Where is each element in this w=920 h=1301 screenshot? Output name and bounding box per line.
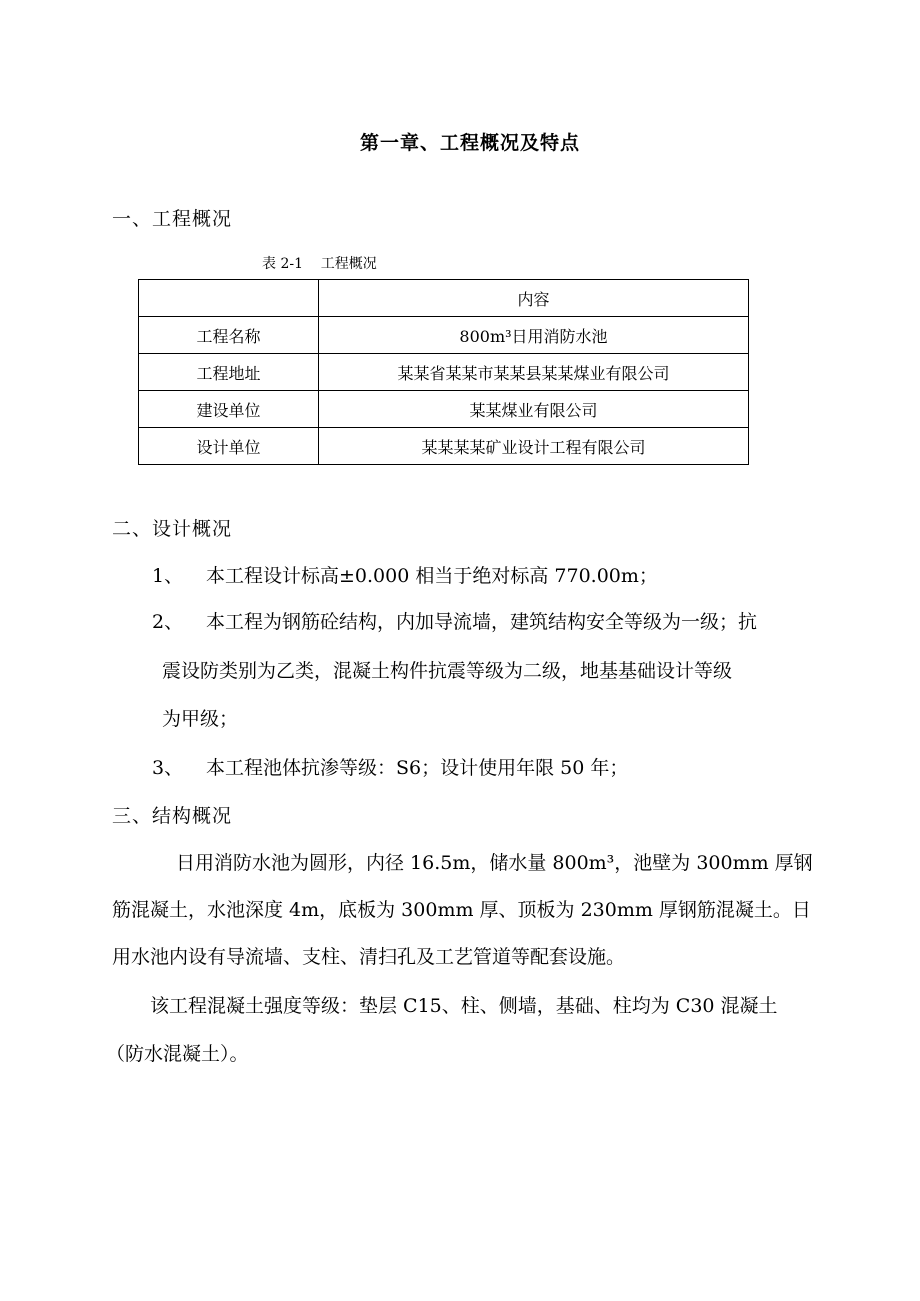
table-row (139, 391, 749, 428)
list-item-text: 本工程设计标高±0.000 相当于绝对标高 770.00m； (206, 565, 658, 587)
table-cell-label: 工程名称 (139, 317, 319, 354)
list-item-continuation: 震设防类别为乙类，混凝土构件抗震等级为二级，地基基础设计等级 (162, 660, 733, 682)
list-item (152, 745, 842, 792)
table-cell-value: 某某煤业有限公司 (319, 391, 749, 428)
table-cell-value: 某某某某矿业设计工程有限公司 (319, 428, 749, 465)
table-caption: 表 2-1 工程概况 (262, 256, 377, 272)
section-heading-design: 二、设计概况 (112, 518, 233, 540)
project-overview-table (138, 279, 749, 465)
table-row (139, 354, 749, 391)
table-cell-value: 800m³日用消防水池 (319, 317, 749, 354)
list-item (152, 599, 842, 646)
table-row (139, 317, 749, 354)
section-heading-overview: 一、工程概况 (112, 208, 233, 230)
list-item-number: 3、 (152, 757, 184, 779)
list-item (152, 553, 842, 600)
table-cell-label: 设计单位 (139, 428, 319, 465)
chapter-title: 第一章、工程概况及特点 (359, 132, 580, 154)
list-item-number: 2、 (152, 611, 184, 633)
table-header-cell: 内容 (319, 280, 749, 317)
paragraph-line: 筋混凝土，水池深度 4m，底板为 300mm 厚、顶板为 230mm 厚钢筋混凝土。日 (112, 899, 811, 921)
table-row (139, 428, 749, 465)
list-item-continuation: 为甲级； (162, 708, 239, 730)
paragraph-line: 用水池内设有导流墙、支柱、清扫孔及工艺管道等配套设施。 (112, 946, 626, 968)
section-heading-structure: 三、结构概况 (112, 805, 233, 827)
table-cell-label: 建设单位 (139, 391, 319, 428)
table-cell-value: 某某省某某市某某县某某煤业有限公司 (319, 354, 749, 391)
list-item-number: 1、 (152, 565, 184, 587)
table-header-cell (139, 280, 319, 317)
list-item-text: 本工程为钢筋砼结构，内加导流墙，建筑结构安全等级为一级；抗 (206, 611, 758, 633)
paragraph-line: （防水混凝土）。 (106, 1043, 249, 1065)
list-item-text: 本工程池体抗渗等级：S6；设计使用年限 50 年； (206, 757, 629, 779)
table-cell-label: 工程地址 (139, 354, 319, 391)
paragraph-line: 该工程混凝土强度等级：垫层 C15、柱、侧墙，基础、柱均为 C30 混凝土 (150, 995, 778, 1017)
paragraph-line: 日用消防水池为圆形，内径 16.5m，储水量 800m³，池壁为 300mm 厚钢 (176, 852, 813, 874)
table-header-row (139, 280, 749, 317)
